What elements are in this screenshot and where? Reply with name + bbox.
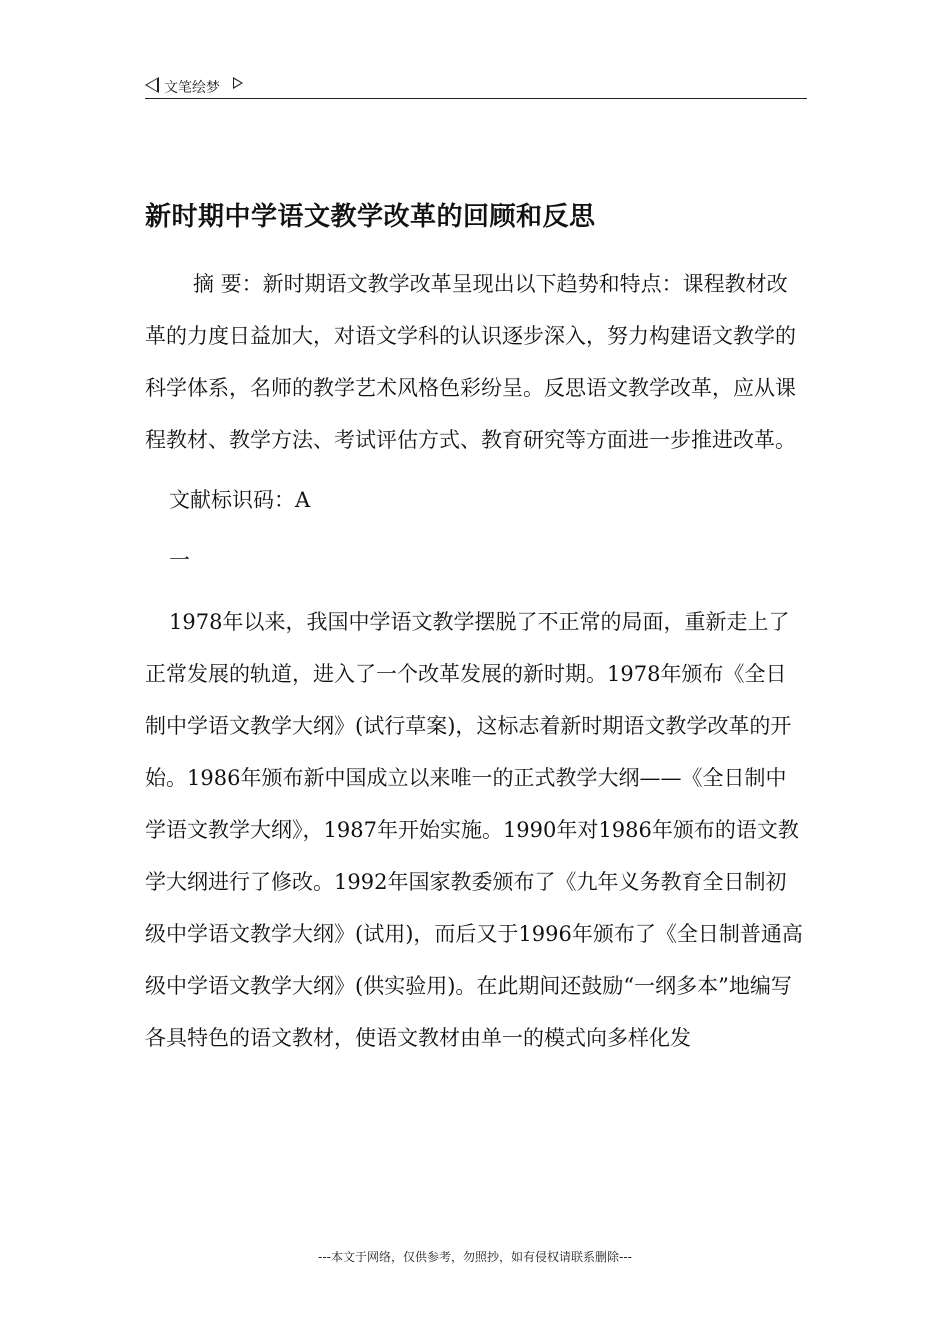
triangle-left-icon — [145, 77, 159, 93]
document-title: 新时期中学语文教学改革的回顾和反思 — [145, 202, 596, 232]
triangle-right-icon — [233, 77, 243, 89]
page-header — [145, 72, 807, 99]
header-brand: 文笔绘梦 — [164, 80, 220, 96]
page-footer: ---本文于网络，仅供参考，勿照抄，如有侵权请联系删除--- — [318, 1250, 632, 1264]
document-code: 文献标识码：A — [169, 488, 311, 512]
abstract-paragraph: 摘 要：新时期语文教学改革呈现出以下趋势和特点：课程教材改革的力度日益加大，对语文学科的认识逐步深入，努力构建语文教学的科学体系，名师的教学艺术风格色彩纷呈。反思语文教学改革，应从课程教材、教学方法、考试评估方式、教育研究等方面进一步推进改革。 — [145, 272, 796, 452]
document-body — [145, 258, 807, 1064]
section-marker: 一 — [169, 548, 190, 572]
body-paragraph: 1978年以来，我国中学语文教学摆脱了不正常的局面，重新走上了正常发展的轨道，进入了一个改革发展的新时期。1978年颁布《全日制中学语文教学大纲》(试行草案)，这标志着新时期语文教学改革的开始。1986年颁布新中国成立以来唯一的正式教学大纲——《全日制中学语文教学大纲》，1987年开始实施。1990年对1986年颁布的语文教学大纲进行了修改。1992年国家教委颁布了《九年义务教育全日制初级中学语文教学大纲》(试用)，而后又于1996年颁布了《全日制普通高级中学语文教学大纲》(供实验用)。在此期间还鼓励“一纲多本”地编写各具特色的语文教材，使语文教材由单一的模式向多样化发 — [145, 610, 803, 1050]
